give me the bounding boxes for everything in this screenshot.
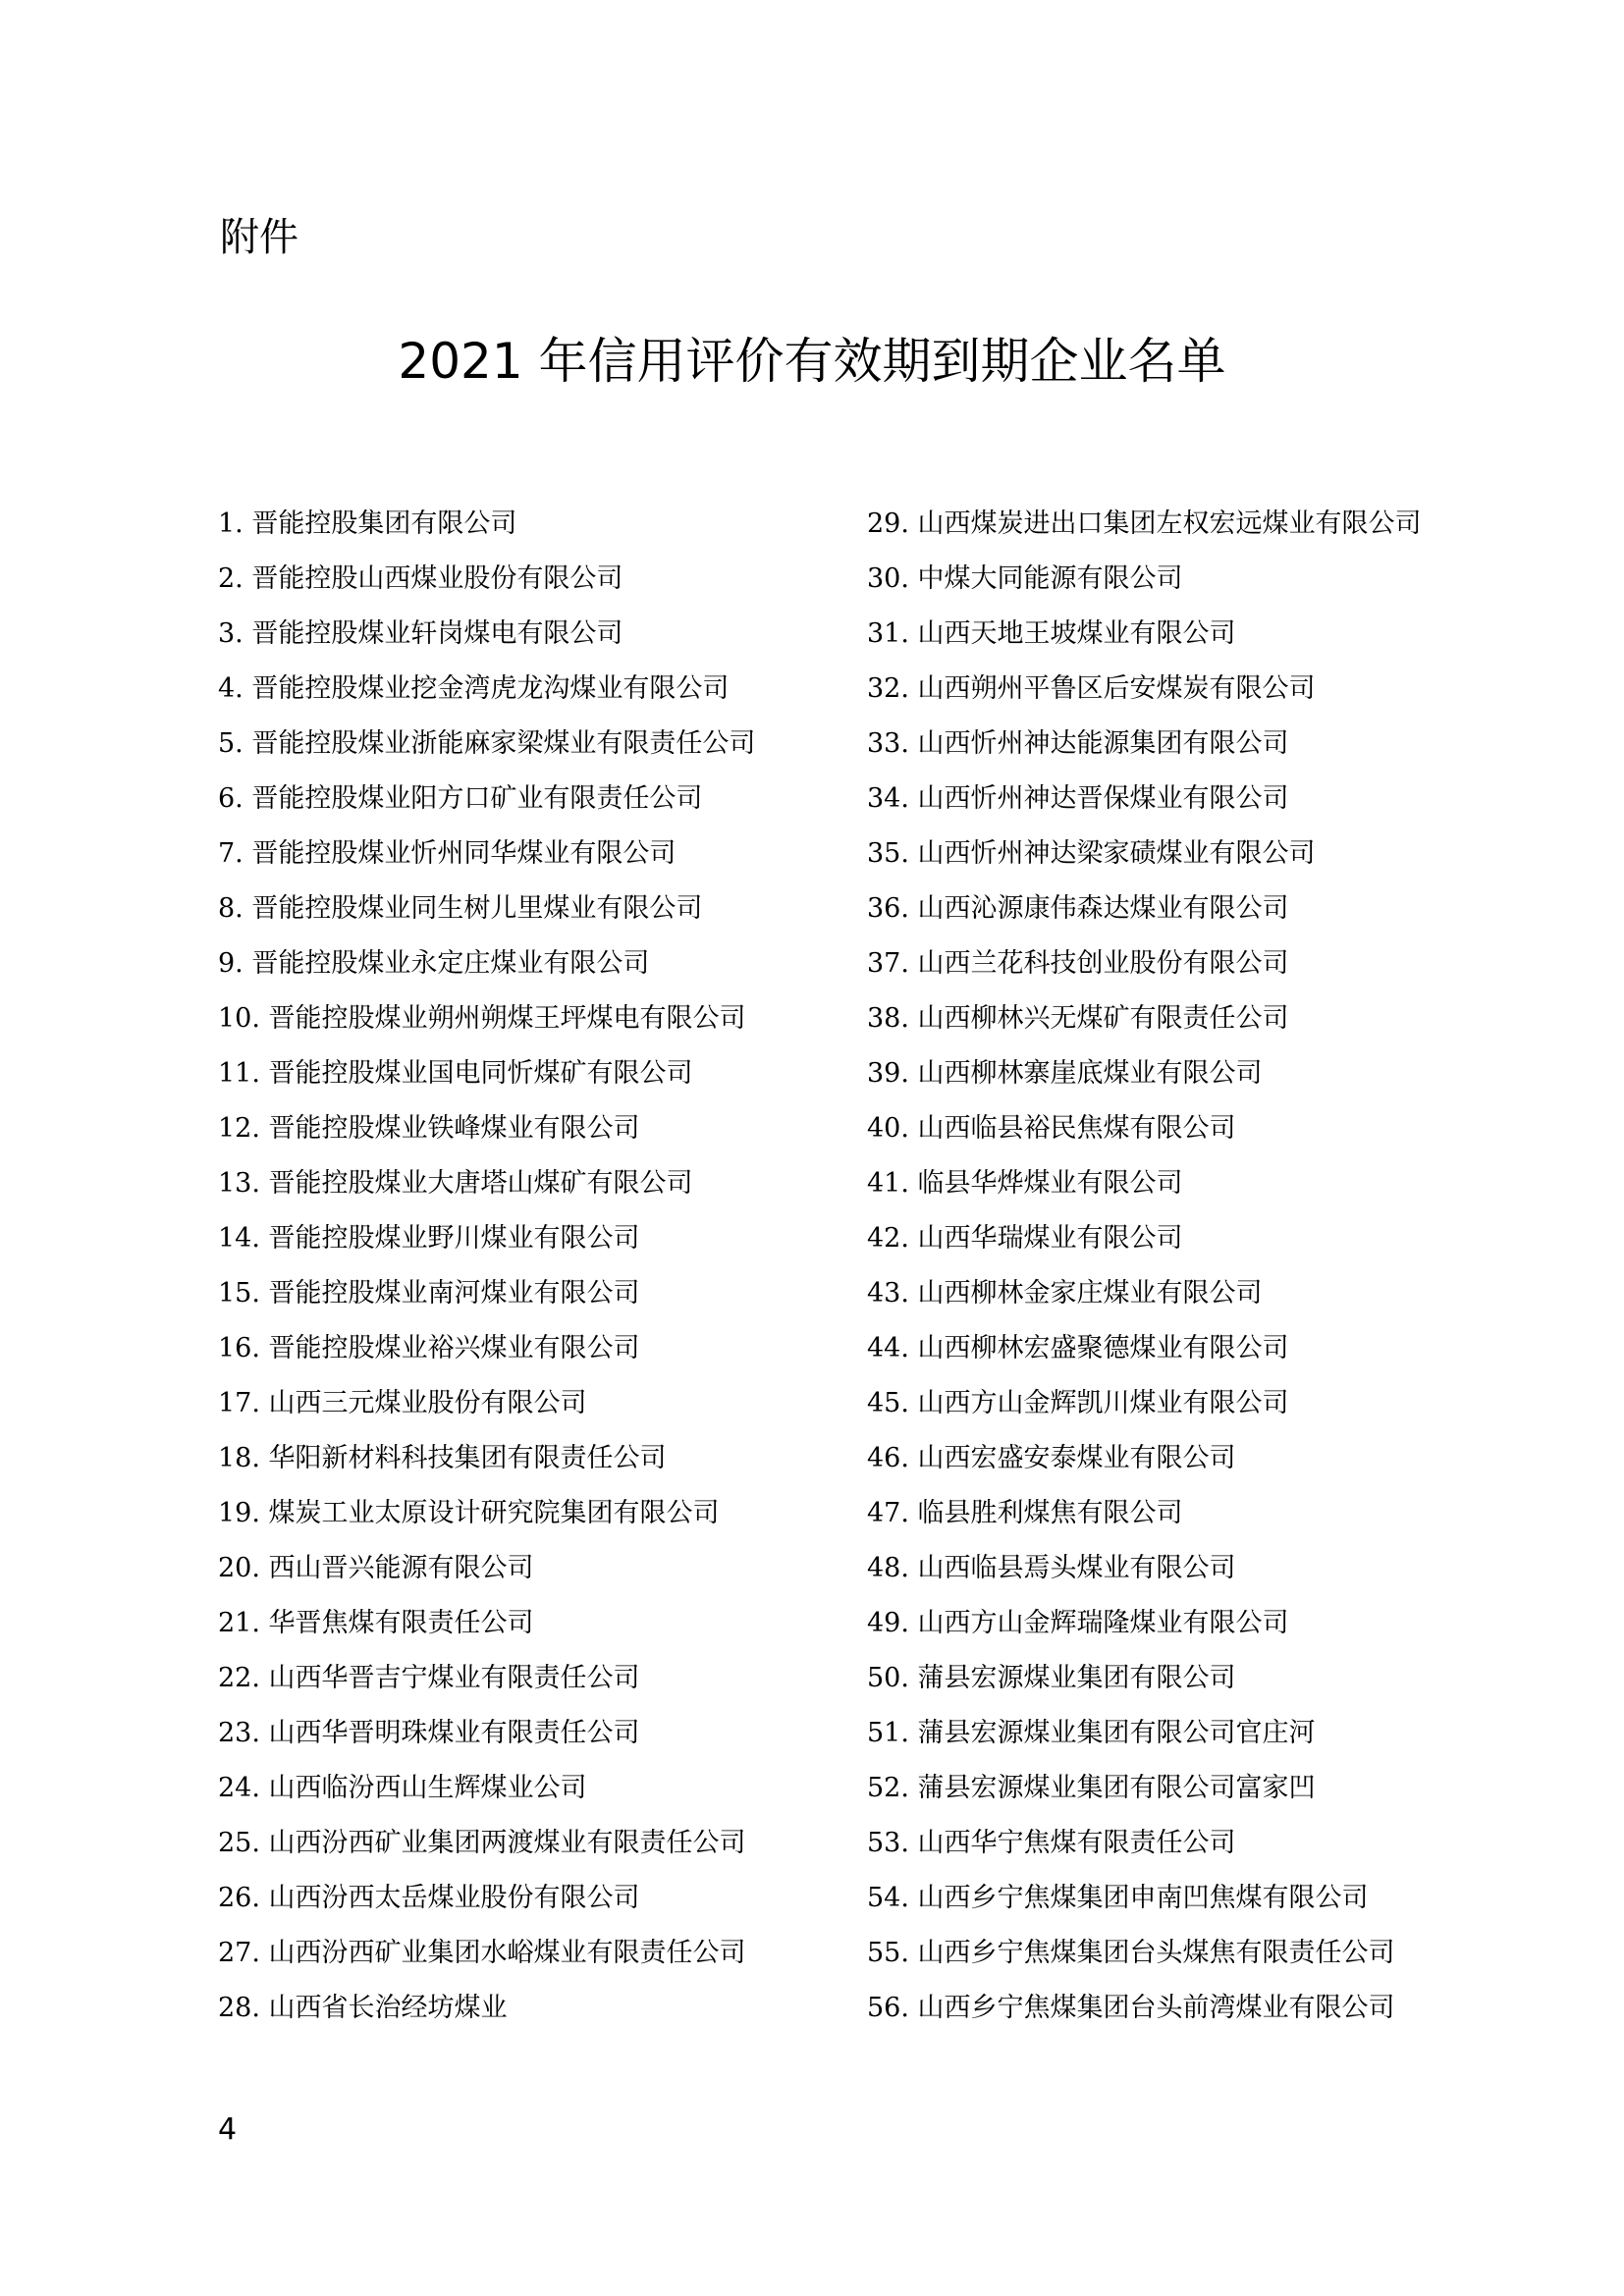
company-list-item: 6. 晋能控股煤业阳方口矿业有限责任公司 [218,783,703,814]
company-list-item: 7. 晋能控股煤业忻州同华煤业有限公司 [218,838,677,869]
company-list-item: 36. 山西沁源康伟森达煤业有限公司 [867,893,1289,924]
company-list-item: 47. 临县胜利煤焦有限公司 [867,1498,1183,1528]
company-list-item: 5. 晋能控股煤业浙能麻家梁煤业有限责任公司 [218,728,756,759]
company-list-item: 54. 山西乡宁焦煤集团申南凹焦煤有限公司 [867,1883,1369,1913]
company-list-item: 1. 晋能控股集团有限公司 [218,508,517,539]
company-list-item: 53. 山西华宁焦煤有限责任公司 [867,1828,1236,1858]
company-list-item: 46. 山西宏盛安泰煤业有限公司 [867,1443,1236,1473]
company-list-item: 10. 晋能控股煤业朔州朔煤王坪煤电有限公司 [218,1003,746,1034]
company-list-item: 32. 山西朔州平鲁区后安煤炭有限公司 [867,673,1316,704]
company-list-item: 23. 山西华晋明珠煤业有限责任公司 [218,1718,640,1748]
company-list-item: 37. 山西兰花科技创业股份有限公司 [867,948,1289,979]
company-list-item: 25. 山西汾西矿业集团两渡煤业有限责任公司 [218,1828,746,1858]
company-list-item: 34. 山西忻州神达晋保煤业有限公司 [867,783,1289,814]
company-list-right [867,497,1554,2036]
company-list-item: 45. 山西方山金辉凯川煤业有限公司 [867,1388,1289,1418]
company-list-item: 55. 山西乡宁焦煤集团台头煤焦有限责任公司 [867,1938,1395,1968]
company-list-item: 35. 山西忻州神达梁家碛煤业有限公司 [867,838,1316,869]
company-list-item: 11. 晋能控股煤业国电同忻煤矿有限公司 [218,1058,693,1089]
company-list-item: 9. 晋能控股煤业永定庄煤业有限公司 [218,948,650,979]
company-list-item: 27. 山西汾西矿业集团水峪煤业有限责任公司 [218,1938,746,1968]
company-list-item: 39. 山西柳林寨崖底煤业有限公司 [867,1058,1263,1089]
company-list-item: 28. 山西省长治经坊煤业 [218,1993,508,2023]
page-number: 4 [218,2112,238,2147]
company-list-item: 29. 山西煤炭进出口集团左权宏远煤业有限公司 [867,508,1422,539]
company-list-item: 50. 蒲县宏源煤业集团有限公司 [867,1663,1236,1693]
company-list-item: 56. 山西乡宁焦煤集团台头前湾煤业有限公司 [867,1993,1395,2023]
company-list-item: 14. 晋能控股煤业野川煤业有限公司 [218,1223,640,1254]
company-list-item: 21. 华晋焦煤有限责任公司 [218,1608,534,1638]
company-list-item: 33. 山西忻州神达能源集团有限公司 [867,728,1289,759]
company-list-item: 49. 山西方山金辉瑞隆煤业有限公司 [867,1608,1289,1638]
company-list-item: 41. 临县华烨煤业有限公司 [867,1168,1183,1199]
company-list-item: 4. 晋能控股煤业挖金湾虎龙沟煤业有限公司 [218,673,730,704]
company-list-item: 42. 山西华瑞煤业有限公司 [867,1223,1183,1254]
company-list-item: 30. 中煤大同能源有限公司 [867,563,1183,594]
company-list-item: 31. 山西天地王坡煤业有限公司 [867,618,1236,649]
company-list-item: 48. 山西临县焉头煤业有限公司 [867,1553,1236,1583]
company-list-item: 43. 山西柳林金家庄煤业有限公司 [867,1278,1263,1308]
company-list-item: 8. 晋能控股煤业同生树儿里煤业有限公司 [218,893,703,924]
attachment-label: 附件 [220,215,298,260]
company-list-item: 3. 晋能控股煤业轩岗煤电有限公司 [218,618,623,649]
company-list-item: 2. 晋能控股山西煤业股份有限公司 [218,563,623,594]
company-list-item: 20. 西山晋兴能源有限公司 [218,1553,534,1583]
company-list-item: 16. 晋能控股煤业裕兴煤业有限公司 [218,1333,640,1363]
company-list-item: 44. 山西柳林宏盛聚德煤业有限公司 [867,1333,1289,1363]
company-list-item: 22. 山西华晋吉宁煤业有限责任公司 [218,1663,640,1693]
company-list-item: 26. 山西汾西太岳煤业股份有限公司 [218,1883,640,1913]
company-list-item: 52. 蒲县宏源煤业集团有限公司富家凹 [867,1773,1316,1803]
document-title: 2021 年信用评价有效期到期企业名单 [398,333,1226,390]
company-list-item: 19. 煤炭工业太原设计研究院集团有限公司 [218,1498,720,1528]
company-list-item: 15. 晋能控股煤业南河煤业有限公司 [218,1278,640,1308]
company-list-left [218,497,846,2036]
company-list-item: 17. 山西三元煤业股份有限公司 [218,1388,587,1418]
company-list-item: 18. 华阳新材料科技集团有限责任公司 [218,1443,667,1473]
company-list-item: 13. 晋能控股煤业大唐塔山煤矿有限公司 [218,1168,693,1199]
company-list-item: 12. 晋能控股煤业铁峰煤业有限公司 [218,1113,640,1144]
company-list-item: 51. 蒲县宏源煤业集团有限公司官庄河 [867,1718,1316,1748]
company-list-item: 38. 山西柳林兴无煤矿有限责任公司 [867,1003,1289,1034]
company-list-item: 24. 山西临汾西山生辉煤业公司 [218,1773,587,1803]
company-list-item: 40. 山西临县裕民焦煤有限公司 [867,1113,1236,1144]
